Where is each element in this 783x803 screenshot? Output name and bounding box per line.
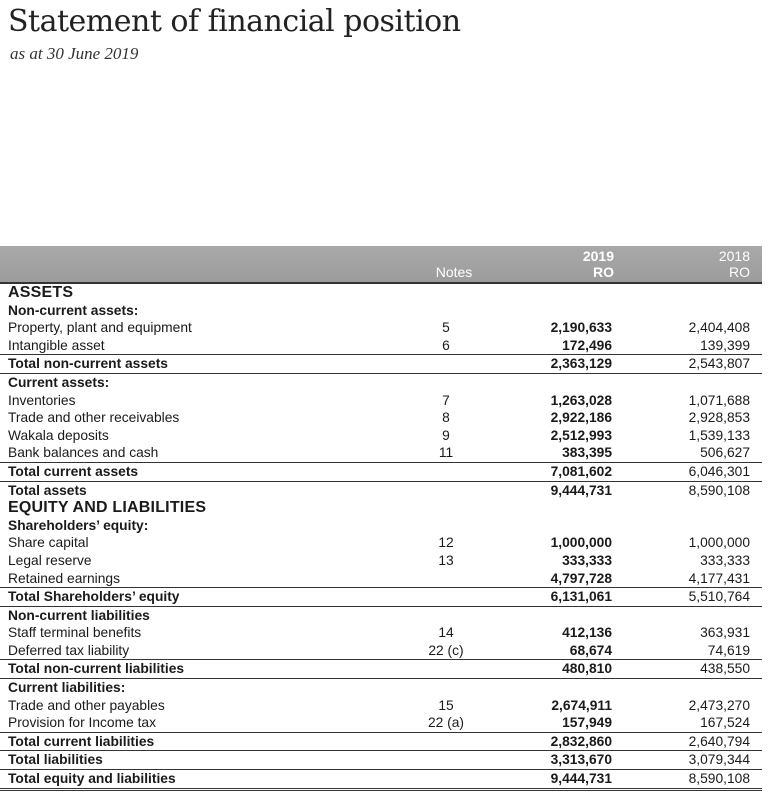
previous-year-value: 5,510,764	[688, 589, 750, 605]
row-note: 22 (c)	[428, 642, 464, 658]
previous-year-value: 2,928,853	[688, 410, 750, 426]
row-label: Wakala deposits	[8, 427, 109, 443]
table-row	[0, 354, 762, 373]
row-label: Share capital	[8, 535, 89, 551]
row-label: Bank balances and cash	[8, 445, 159, 461]
current-year-value: 1,263,028	[550, 392, 612, 408]
current-year-value: 480,810	[562, 661, 612, 677]
row-label: Non-current assets:	[8, 302, 139, 318]
current-year-value: 9,444,731	[550, 482, 612, 498]
current-year-value: 4,797,728	[550, 570, 612, 586]
row-label: Trade and other payables	[8, 697, 165, 713]
current-year-value: 2,832,860	[550, 733, 612, 749]
previous-year-label: 2018	[718, 248, 750, 264]
current-year-value: 6,131,061	[550, 589, 612, 605]
row-note: 9	[442, 427, 450, 443]
row-note: 11	[438, 445, 454, 461]
statement-table	[0, 284, 762, 791]
table-row	[0, 732, 762, 751]
current-year-value: 383,395	[562, 445, 612, 461]
table-row	[0, 750, 762, 769]
previous-year-unit: RO	[729, 264, 750, 280]
current-year-column-header	[530, 248, 614, 280]
row-note: 8	[442, 410, 450, 426]
previous-year-value: 333,333	[700, 552, 750, 568]
notes-column-header: Notes	[435, 264, 473, 280]
previous-year-value: 1,000,000	[688, 535, 750, 551]
table-row	[0, 302, 762, 320]
page-subtitle: as at 30 June 2019	[10, 44, 139, 63]
table-row	[0, 499, 762, 517]
previous-year-value: 167,524	[700, 715, 750, 731]
current-year-value: 9,444,731	[550, 771, 612, 787]
row-label: ASSETS	[8, 284, 74, 301]
previous-year-value: 8,590,108	[688, 771, 750, 787]
table-row	[0, 284, 762, 302]
row-label: Shareholders’ equity:	[8, 517, 149, 533]
previous-year-value: 8,590,108	[688, 482, 750, 498]
row-label: Total equity and liabilities	[8, 771, 176, 787]
current-year-value: 2,512,993	[550, 427, 612, 443]
current-year-value: 2,922,186	[550, 410, 612, 426]
previous-year-value: 1,539,133	[688, 427, 750, 443]
table-row	[0, 409, 762, 427]
table-row	[0, 678, 762, 697]
row-note: 14	[438, 625, 454, 641]
row-label: Staff terminal benefits	[8, 625, 142, 641]
table-row	[0, 534, 762, 552]
previous-year-value: 2,473,270	[688, 697, 750, 713]
previous-year-value: 2,640,794	[688, 733, 750, 749]
table-row	[0, 587, 762, 606]
table-row	[0, 373, 762, 392]
table-row	[0, 624, 762, 642]
table-row	[0, 769, 762, 791]
current-year-value: 7,081,602	[550, 463, 612, 479]
current-year-value: 3,313,670	[550, 752, 612, 768]
current-year-value: 172,496	[562, 337, 612, 353]
row-label: Total non-current liabilities	[8, 661, 185, 677]
previous-year-value: 2,543,807	[688, 356, 750, 372]
row-note: 22 (a)	[427, 715, 465, 731]
previous-year-value: 438,550	[700, 661, 750, 677]
table-header	[0, 246, 762, 284]
row-note: 15	[438, 697, 454, 713]
previous-year-value: 506,627	[700, 445, 750, 461]
row-label: Total assets	[8, 482, 87, 498]
current-year-value: 2,674,911	[551, 697, 612, 713]
current-year-value: 68,674	[569, 642, 612, 658]
row-note: 5	[442, 320, 450, 336]
table-row	[0, 714, 762, 732]
current-year-value: 333,333	[562, 552, 612, 568]
row-note: 6	[442, 337, 450, 353]
previous-year-value: 363,931	[700, 625, 750, 641]
previous-year-value: 4,177,431	[688, 570, 750, 586]
row-label: Total Shareholders’ equity	[8, 589, 180, 605]
table-row	[0, 481, 762, 500]
table-row	[0, 319, 762, 337]
current-year-unit: RO	[593, 264, 614, 280]
page-title: Statement of financial position	[8, 4, 461, 39]
row-label: Deferred tax liability	[8, 642, 130, 658]
row-label: Total non-current assets	[8, 356, 168, 372]
row-label: Current liabilities:	[8, 680, 126, 696]
row-label: Non-current liabilities	[8, 607, 150, 623]
row-label: Property, plant and equipment	[8, 320, 192, 336]
row-label: Intangible asset	[8, 337, 105, 353]
table-row	[0, 659, 762, 678]
table-row	[0, 552, 762, 570]
row-label: Trade and other receivables	[8, 410, 180, 426]
table-row	[0, 697, 762, 715]
row-label: Total current assets	[8, 463, 139, 479]
row-note: 13	[438, 552, 454, 568]
row-label: Total current liabilities	[8, 733, 155, 749]
table-row	[0, 337, 762, 355]
previous-year-value: 2,404,408	[688, 320, 750, 336]
current-year-label: 2019	[582, 248, 614, 264]
previous-year-column-header	[660, 248, 750, 280]
previous-year-value: 74,619	[707, 642, 750, 658]
table-row	[0, 444, 762, 462]
previous-year-value: 1,071,688	[688, 392, 750, 408]
table-row	[0, 606, 762, 625]
row-note: 7	[442, 392, 450, 408]
row-label: Legal reserve	[8, 552, 92, 568]
previous-year-value: 6,046,301	[688, 463, 750, 479]
current-year-value: 2,190,633	[550, 320, 612, 336]
row-label: Provision for Income tax	[8, 715, 156, 731]
current-year-value: 157,949	[562, 715, 612, 731]
table-row	[0, 427, 762, 445]
row-label: Inventories	[8, 392, 76, 408]
table-row	[0, 392, 762, 410]
previous-year-value: 3,079,344	[688, 752, 750, 768]
current-year-value: 2,363,129	[550, 356, 612, 372]
table-row	[0, 642, 762, 660]
table-row	[0, 517, 762, 535]
table-row	[0, 462, 762, 481]
table-row	[0, 570, 762, 588]
current-year-value: 412,136	[562, 625, 612, 641]
row-label: Retained earnings	[8, 570, 120, 586]
row-label: Current assets:	[8, 374, 110, 390]
row-label: EQUITY AND LIABILITIES	[8, 499, 207, 517]
previous-year-value: 139,399	[700, 337, 750, 353]
row-note: 12	[438, 535, 454, 551]
row-label: Total liabilities	[8, 752, 103, 768]
current-year-value: 1,000,000	[550, 535, 612, 551]
